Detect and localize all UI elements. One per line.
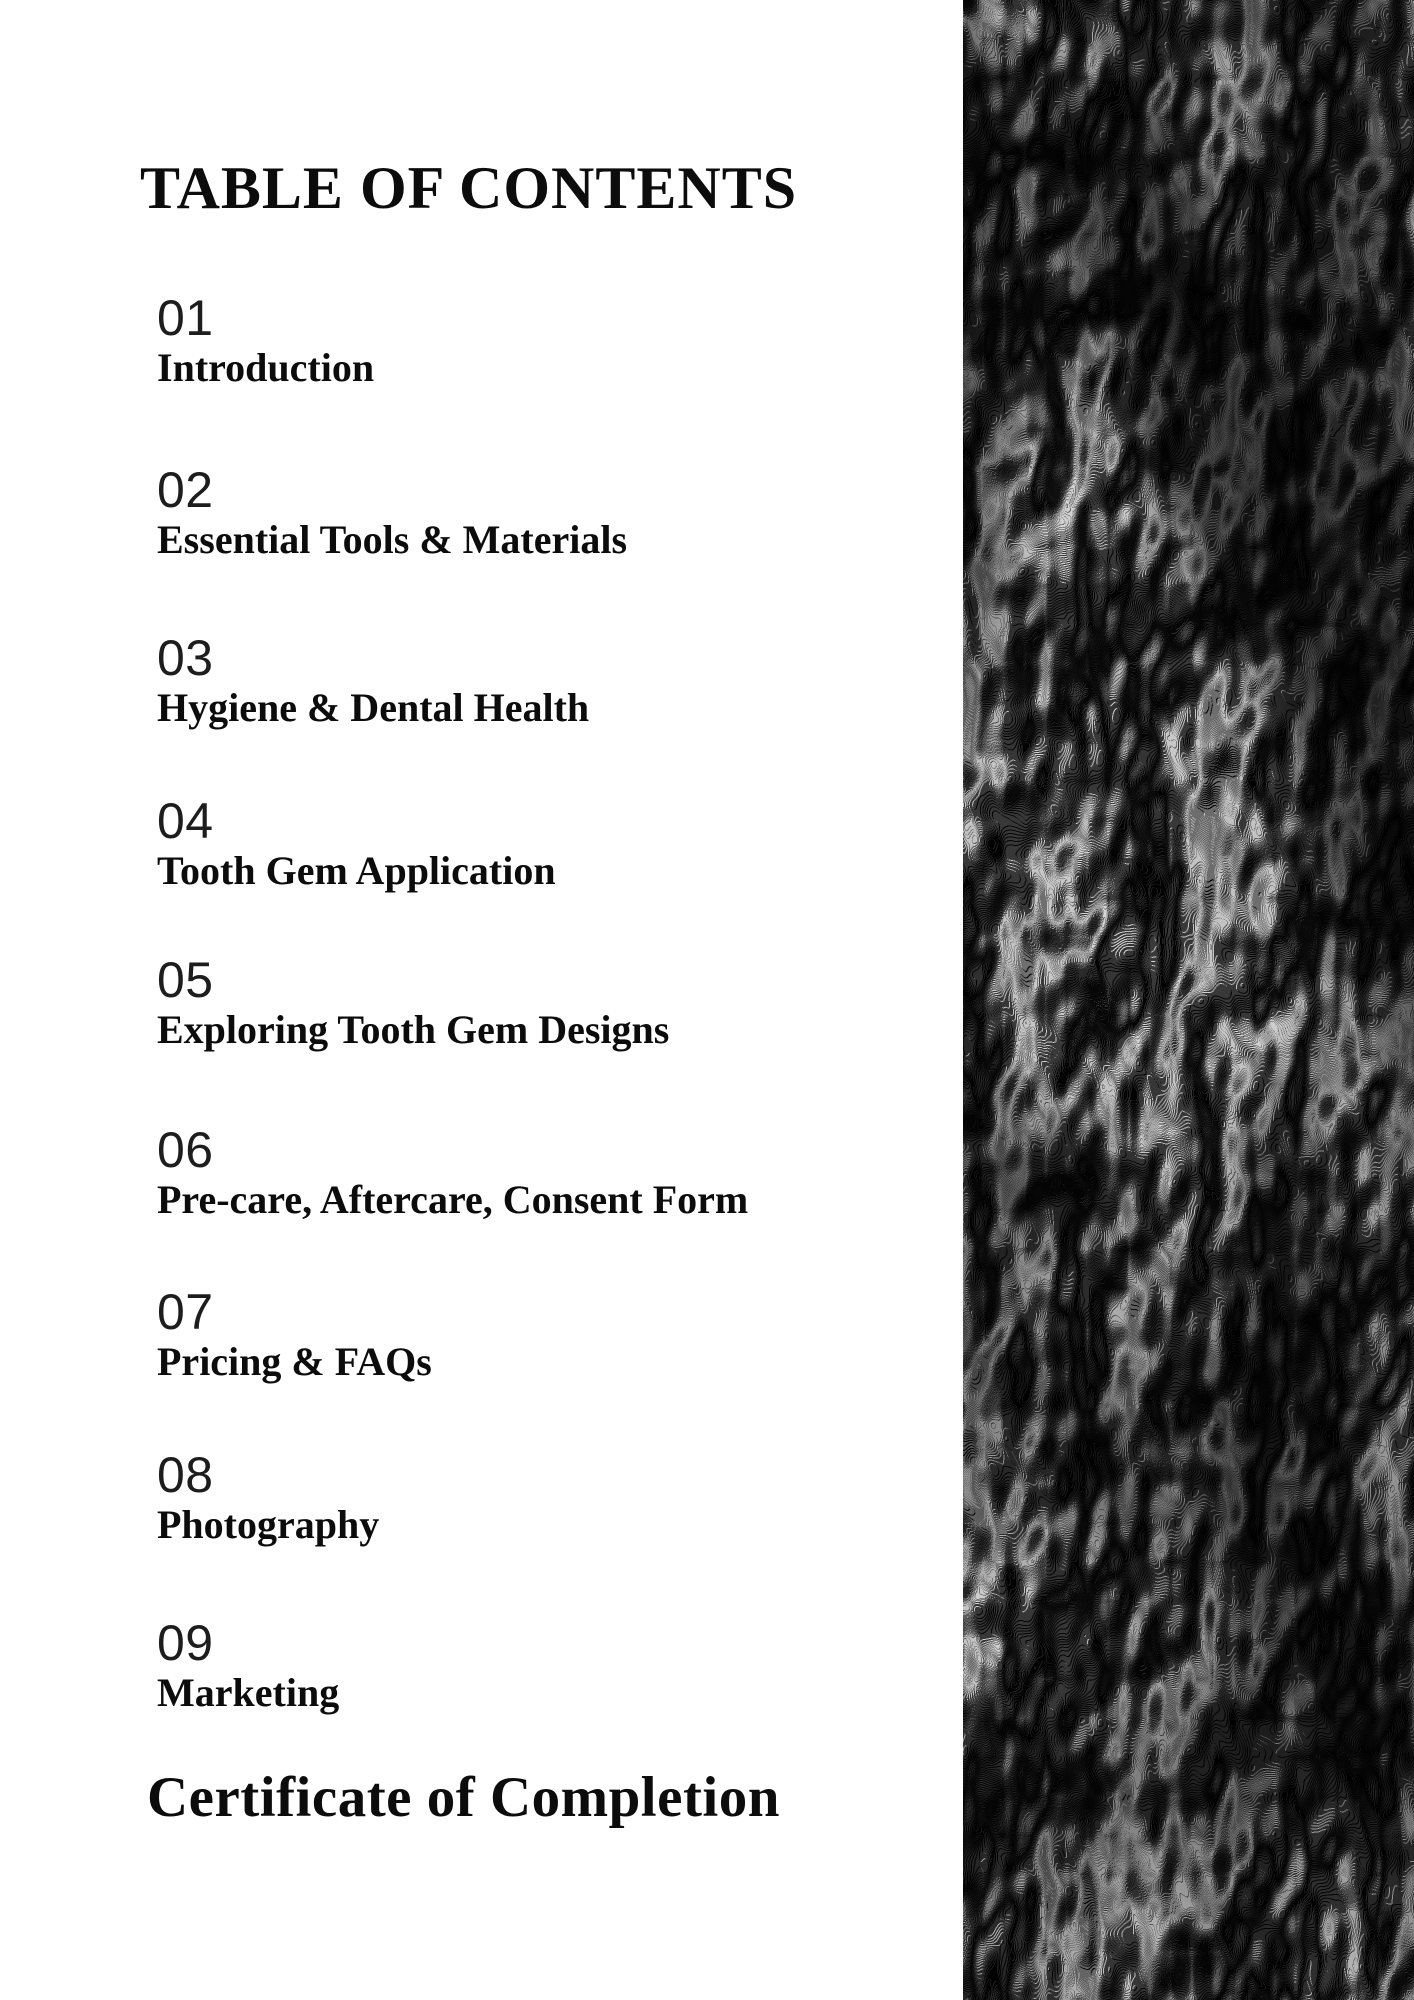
toc-item-label: Exploring Tooth Gem Designs xyxy=(157,1007,670,1052)
liquid-chrome-texture-image xyxy=(963,0,1414,2000)
liquid-chrome-texture-svg xyxy=(963,0,1414,2000)
toc-item xyxy=(157,462,628,565)
toc-item-label: Introduction xyxy=(157,345,375,390)
toc-item-label: Marketing xyxy=(157,1670,340,1715)
toc-item xyxy=(157,793,556,896)
toc-item-number: 08 xyxy=(157,1447,214,1503)
toc-item-label: Pre-care, Aftercare, Consent Form xyxy=(157,1177,749,1222)
toc-item-number: 05 xyxy=(157,952,214,1008)
toc-item xyxy=(157,630,590,733)
toc-item-number: 09 xyxy=(157,1615,214,1671)
toc-item-number: 02 xyxy=(157,462,214,518)
toc-item-label: Pricing & FAQs xyxy=(157,1339,432,1384)
toc-item-number: 01 xyxy=(157,290,214,346)
toc-item-label: Tooth Gem Application xyxy=(157,848,556,893)
certificate-title: Certificate of Completion xyxy=(147,1766,780,1829)
toc-item-number: 06 xyxy=(157,1122,214,1178)
toc-item-number: 07 xyxy=(157,1284,214,1340)
toc-item xyxy=(157,1284,432,1387)
toc-item-label: Photography xyxy=(157,1502,380,1547)
toc-item xyxy=(157,290,375,393)
toc-item xyxy=(157,952,670,1055)
toc-item-number: 04 xyxy=(157,793,214,849)
toc-item-label: Essential Tools & Materials xyxy=(157,517,628,562)
toc-item-number: 03 xyxy=(157,630,214,686)
toc-item xyxy=(157,1122,749,1225)
toc-item xyxy=(157,1615,340,1718)
page-title: TABLE OF CONTENTS xyxy=(140,155,798,221)
toc-item-label: Hygiene & Dental Health xyxy=(157,685,590,730)
toc-item xyxy=(157,1447,380,1550)
